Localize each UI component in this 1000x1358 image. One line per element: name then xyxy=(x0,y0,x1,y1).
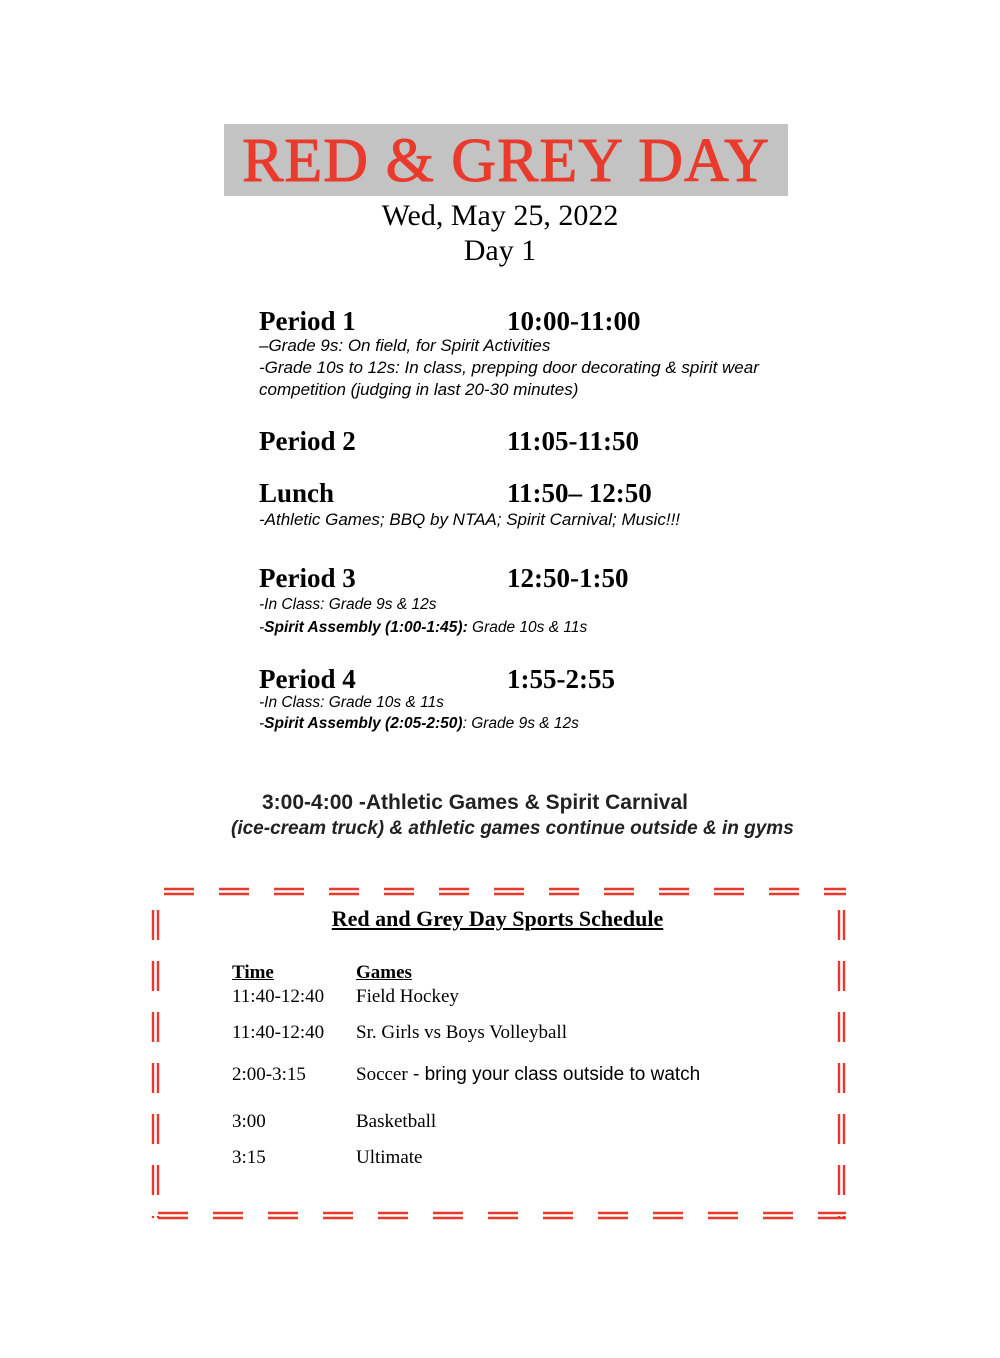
period-4-note: -In Class: Grade 10s & 11s xyxy=(259,694,444,711)
period-1-note: competition (judging in last 20-30 minutes) xyxy=(259,380,579,399)
period-2-name: Period 2 xyxy=(259,426,356,456)
period-1-time: 10:00-11:00 xyxy=(507,306,641,336)
game-name: Soccer xyxy=(356,1064,408,1085)
lunch-name: Lunch xyxy=(259,478,335,508)
schedule-time: 3:15 xyxy=(232,1147,266,1168)
period-4-name: Period 4 xyxy=(259,664,356,694)
schedule-game: Basketball xyxy=(356,1111,437,1132)
assembly-grades: : Grade 9s & 12s xyxy=(462,715,579,732)
assembly-label: Spirit Assembly (1:00-1:45): xyxy=(264,619,468,636)
afternoon-heading: 3:00-4:00 -Athletic Games & Spirit Carnival xyxy=(262,791,688,814)
day-label: Day 1 xyxy=(463,234,537,267)
column-header-games: Games xyxy=(356,962,412,983)
assembly-label: Spirit Assembly (2:05-2:50) xyxy=(264,715,463,732)
period-1-note: -Grade 10s to 12s: In class, prepping door decorating & spirit wear xyxy=(259,358,759,377)
column-header-time: Time xyxy=(232,962,274,983)
period-3-note: -In Class: Grade 9s & 12s xyxy=(259,596,437,613)
period-1-note: –Grade 9s: On field, for Spirit Activities xyxy=(259,336,551,355)
period-4-time: 1:55-2:55 xyxy=(507,664,615,694)
period-3-name: Period 3 xyxy=(259,563,356,593)
event-date: Wed, May 25, 2022 xyxy=(381,199,619,232)
afternoon-subheading: (ice-cream truck) & athletic games continue outside & in gyms xyxy=(231,818,794,839)
schedule-game: Sr. Girls vs Boys Volleyball xyxy=(356,1022,567,1043)
lunch-note: -Athletic Games; BBQ by NTAA; Spirit Carnival; Music!!! xyxy=(259,510,681,529)
game-note: - bring your class outside to watch xyxy=(407,1064,701,1085)
schedule-time: 2:00-3:15 xyxy=(232,1064,306,1085)
schedule-time: 11:40-12:40 xyxy=(232,1022,325,1043)
lunch-time: 11:50– 12:50 xyxy=(507,478,652,508)
note-prefix: - xyxy=(259,619,265,636)
schedule-game: Ultimate xyxy=(356,1147,423,1168)
schedule-game: Field Hockey xyxy=(356,986,459,1007)
period-1-name: Period 1 xyxy=(259,306,356,336)
note-prefix: - xyxy=(259,715,265,732)
schedule-time: 3:00 xyxy=(232,1111,266,1132)
schedule-time: 11:40-12:40 xyxy=(232,986,325,1007)
page-title: RED & GREY DAY xyxy=(242,127,770,195)
period-3-time: 12:50-1:50 xyxy=(507,563,629,593)
schedule-game xyxy=(356,1063,700,1087)
period-2-time: 11:05-11:50 xyxy=(507,426,639,456)
assembly-grades: Grade 10s & 11s xyxy=(467,619,588,636)
sports-schedule-title: Red and Grey Day Sports Schedule xyxy=(331,906,664,931)
